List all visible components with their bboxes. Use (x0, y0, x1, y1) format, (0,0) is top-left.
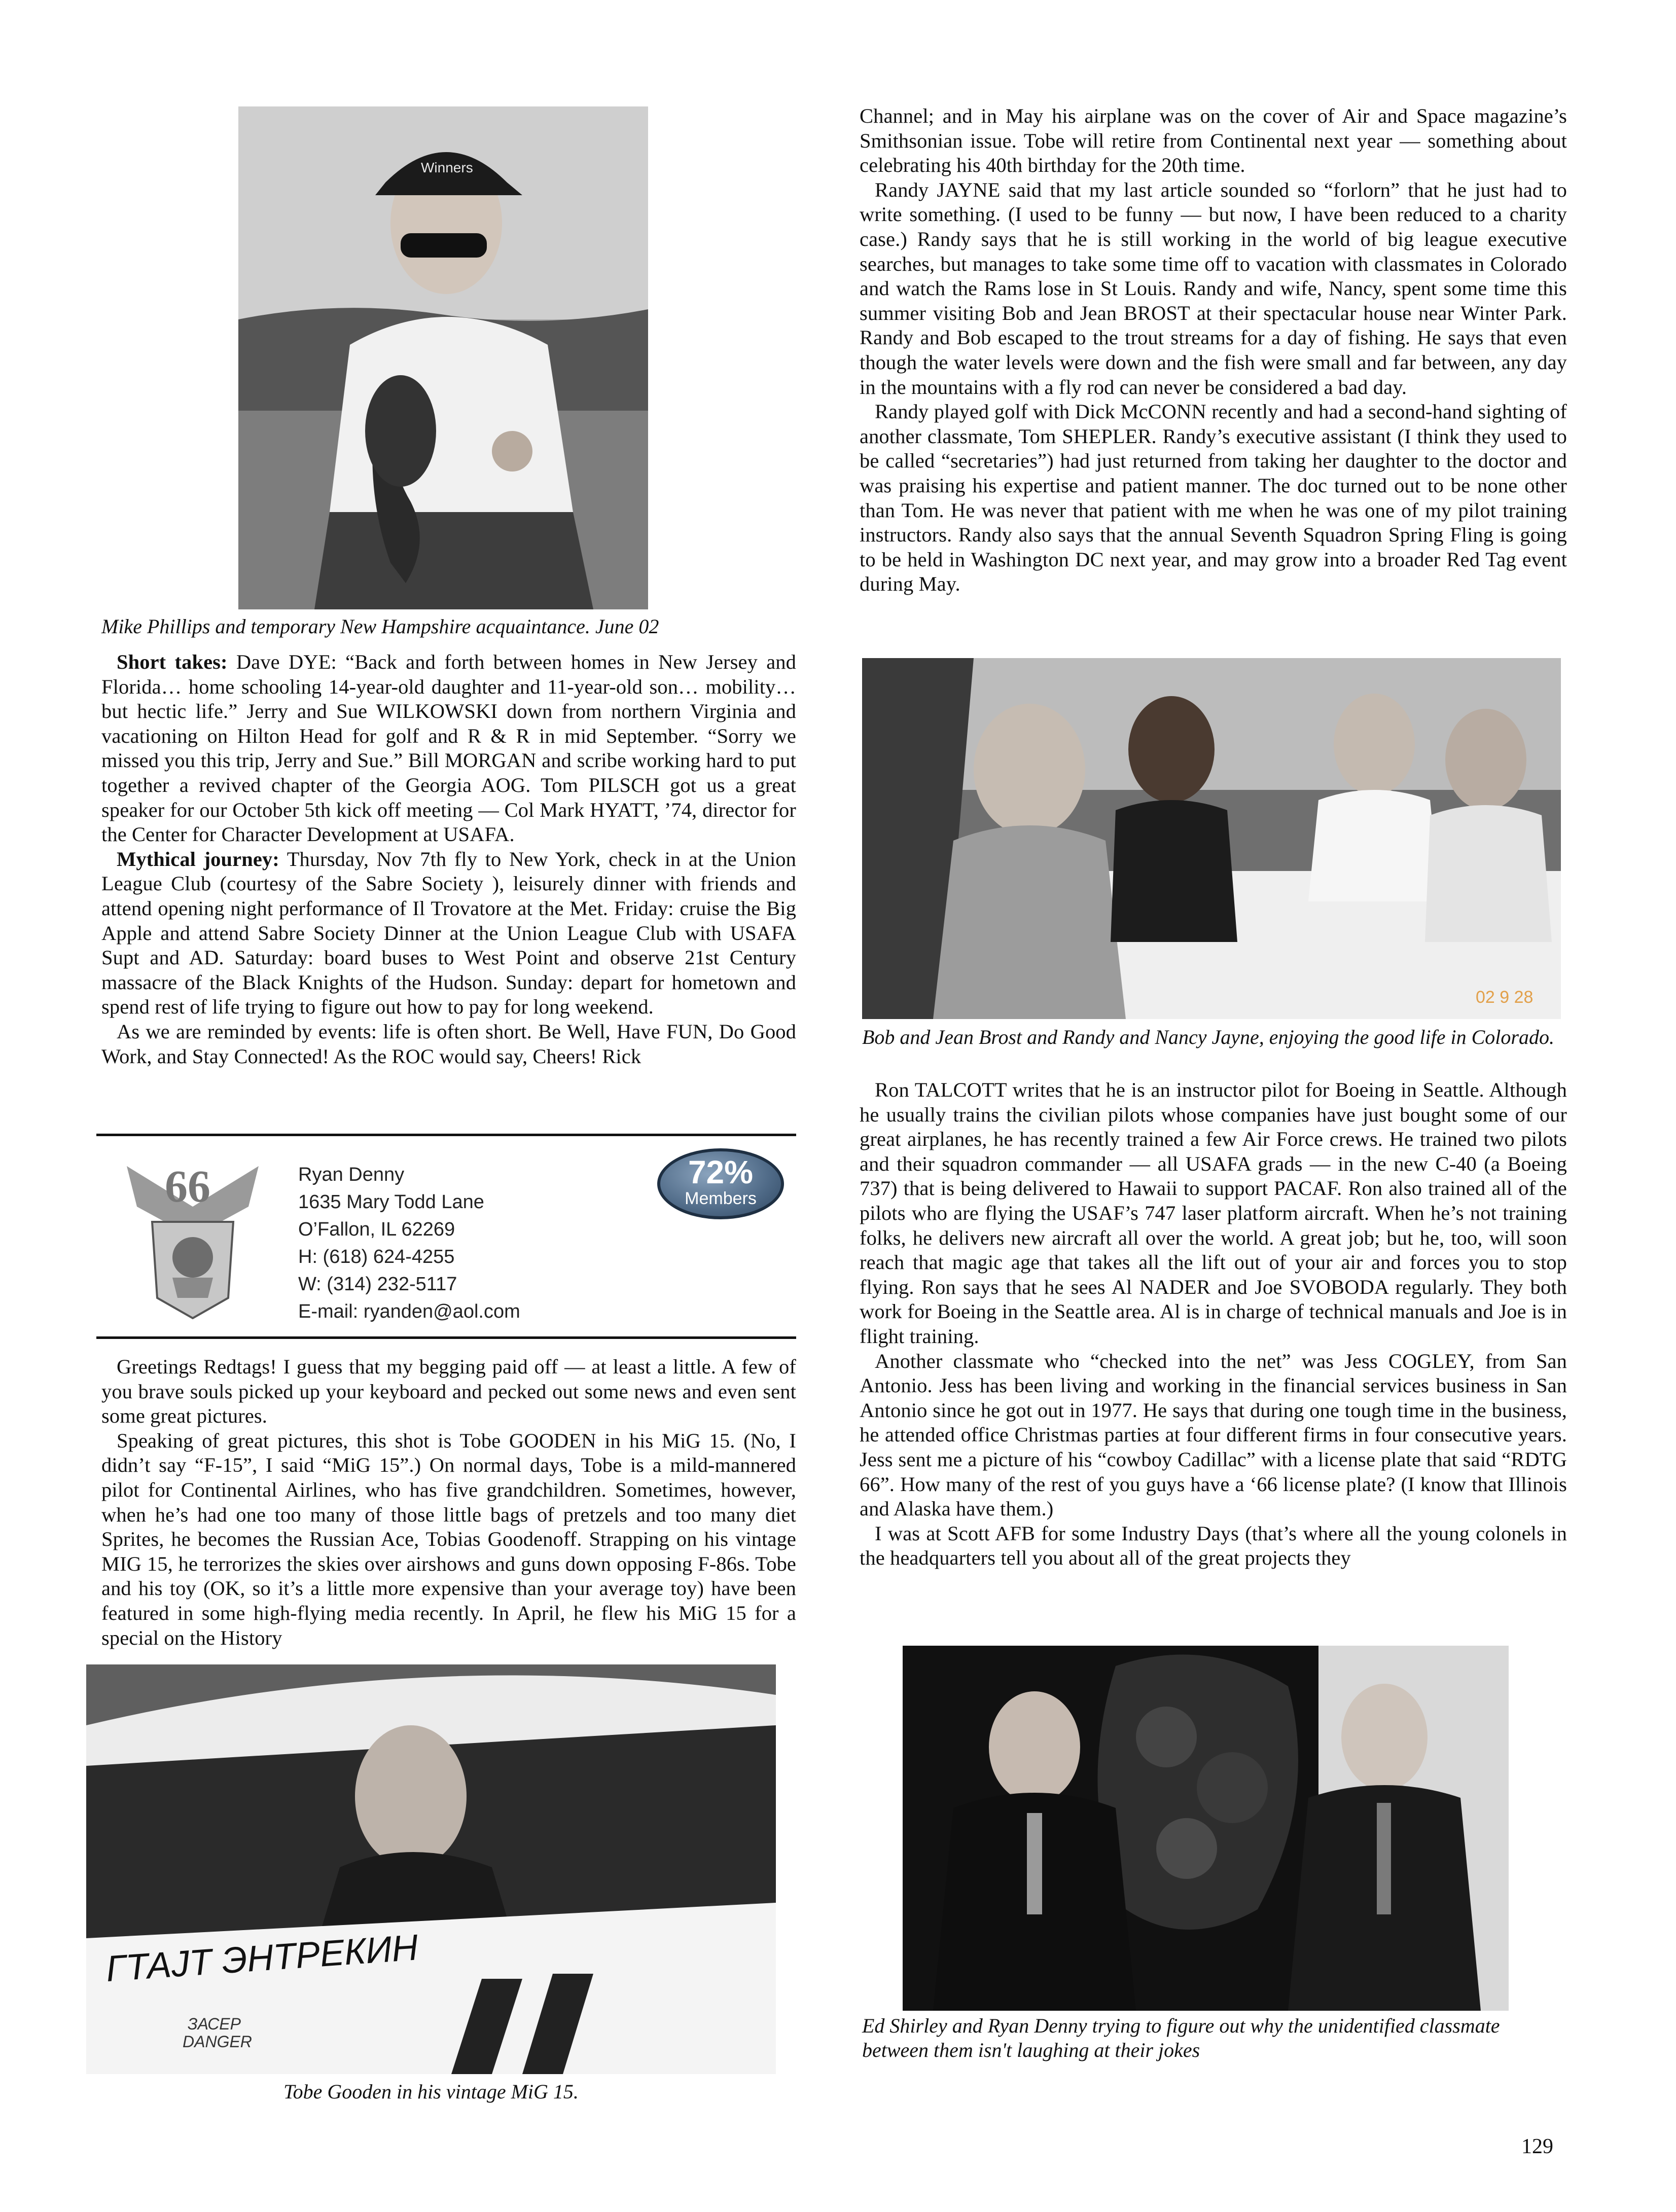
photo-mike-phillips-art (238, 106, 648, 609)
svg-text:ГТАЈТ ЭНТРЕКИН: ГТАЈТ ЭНТРЕКИН (104, 1927, 420, 1990)
svg-text:DANGER: DANGER (183, 2033, 252, 2051)
lead-mythical-journey: Mythical journey: (117, 847, 279, 871)
text-mythical-journey: Thursday, Nov 7th fly to New York, check in at the Union League Club (courtesy of the Sabre Society ), leisurely dinner with friends and attend opening night performance of Il Trovatore at the Met. Friday: cruise the Big Apple and attend Sabre Society Dinner at the Union League Club with USAFA Supt and AD. Saturday: board buses to West Point and observe 21st Century massacre of the Black Knights of the Hudson. Sunday: depart for hometown and spend rest of life trying to figure out how to pay for long weekend. (101, 847, 797, 1019)
text-greetings: Greetings Redtags! I guess that my begging paid off — at least a little. A few of you brave souls picked up your keyboard and pecked out some news and even sent some great pictures. (101, 1355, 796, 1428)
photo-brost-jayne (862, 658, 1561, 1019)
photo-shirley-denny (903, 1646, 1509, 2011)
text-closing: As we are reminded by events: life is often short. Be Well, Have FUN, Do Good Work, and Stay Connected! As the ROC would say, Cheers! Rick (101, 1020, 796, 1068)
text-channel: Channel; and in May his airplane was on the cover of Air and Space magazine’s Smithsonian issue. Tobe will retire from Continental next year — something about celebrating his 40th birthday for the 20th time. (860, 104, 1567, 177)
caption-mike-phillips: Mike Phillips and temporary New Hampshire acquaintance. June 02 (101, 615, 659, 638)
photo-tobe-gooden-art (86, 1664, 776, 2074)
paragraph-jess-cogley (860, 1349, 1567, 1521)
photo-brost-jayne-art (862, 658, 1561, 1019)
paragraph-randy-golf (860, 400, 1567, 597)
text-randy-golf: Randy played golf with Dick McCONN recently and had a second-hand sighting of another classmate, Tom SHEPLER. Randy’s executive assistant (I think they used to be called “secretaries”) had just returned from taking her daughter to the doctor and was praising his expertise and patient manner. The doc turned out to be none other than Tom. He was never that patient with me when he was one of my pilot training instructors. Randy also says that the annual Seventh Squadron Spring Fling is going to be held in Washington DC next year, and may grow into a broader Red Tag event during May. (860, 400, 1567, 596)
text-scott-afb: I was at Scott AFB for some Industry Days (that’s where all the young colonels in the headquarters tell you about all of the great projects they (860, 1521, 1567, 1570)
svg-text:66: 66 (165, 1162, 210, 1212)
lead-short-takes: Short takes: (117, 650, 228, 673)
right-column-text-mid (860, 1078, 1567, 1571)
text-short-takes: Dave DYE: “Back and forth between homes in New Jersey and Florida… home schooling 14-year-old daughter and 11-year-old son… mobility… but hectic life.” Jerry and Sue WILKOWSKI down from northern Virginia and vacationing on Hilton Head for golf and R & R in mid September. “Sorry we missed you this trip, Jerry and Sue.” Bill MORGAN and scribe working hard to put together a revived chapter of the Georgia AOG. Tom PILSCH got us a great speaker for our October 5th kick off meeting — Col Mark HYATT, ’74, director for the Center for Character Development at USAFA. (101, 650, 796, 846)
contact-name: Ryan Denny (298, 1164, 405, 1185)
text-randy-jayne: Randy JAYNE said that my last article sounded so “forlorn” that he just had to write something. (I used to be funny — but now, I have been reduced to a charity case.) Randy says that he is still working in the world of big league executive searches, but manages to take some time off to vacation with classmates in Colorado and watch the Rams lose in St Louis. Randy and wife, Nancy, spent some time this summer visiting Bob and Jean BROST at their spectacular house near Winter Park. Randy and Bob escaped to the trout streams for a day of fishing. He says that even though the water levels were down and the fish were small and far between, any day in the mountains with a fly rod can never be considered a bad day. (860, 178, 1567, 398)
svg-text:ЗАСЕР: ЗАСЕР (188, 2015, 241, 2033)
contact-home-phone: H: (618) 624-4255 (298, 1246, 455, 1267)
paragraph-short-takes (101, 650, 796, 847)
text-tobe-gooden: Speaking of great pictures, this shot is Tobe GOODEN in his MiG 15. (No, I didn’t say “F-15”, I said “MiG 15”.) On normal days, Tobe is a mild-mannered pilot for Continental Airlines, who has five grandchildren. Sometimes, however, when he’s had one too many of those little bags of pretzels and too many diet Sprites, he becomes the Russian Ace, Tobias Goodenoff. Strapping on his vintage MIG 15, he terrorizes the skies over airshows and guns down opposing F-86s. Tobe and his toy (OK, so it’s a little more expensive than your average toy) have been featured in some high-flying media recently. In April, he flew his MiG 15 for a special on the History (101, 1429, 796, 1649)
caption-shirley-denny: Ed Shirley and Ryan Denny trying to figure out why the unidentified classmate between them isn't laughing at their jokes (862, 2014, 1500, 2061)
paragraph-greetings (101, 1355, 796, 1429)
svg-text:02 9 28: 02 9 28 (1476, 988, 1534, 1007)
contact-work-phone: W: (314) 232-5117 (298, 1274, 457, 1295)
contact-email[interactable]: E-mail: ryanden@aol.com (298, 1301, 520, 1322)
left-column-text-bottom (101, 1355, 796, 1650)
paragraph-channel (860, 104, 1567, 178)
photo-mike-phillips (238, 106, 648, 609)
paragraph-ron-talcott (860, 1078, 1567, 1349)
divider-bottom (96, 1336, 796, 1339)
caption-tobe-gooden: Tobe Gooden in his vintage MiG 15. (283, 2080, 579, 2103)
members-label: Members (685, 1189, 757, 1208)
contact-street: 1635 Mary Todd Lane (298, 1191, 484, 1213)
paragraph-randy-jayne (860, 178, 1567, 400)
paragraph-scott-afb (860, 1521, 1567, 1571)
svg-text:Winners: Winners (421, 160, 473, 175)
left-column-text-top (101, 650, 796, 1069)
members-badge (657, 1148, 784, 1219)
class-crest (106, 1146, 279, 1326)
paragraph-tobe-gooden (101, 1429, 796, 1650)
class-crest-art (106, 1146, 279, 1326)
contact-block (298, 1161, 520, 1325)
caption-brost-jayne: Bob and Jean Brost and Randy and Nancy Jayne, enjoying the good life in Colorado. (862, 1026, 1554, 1048)
right-column-text-top (860, 104, 1567, 597)
paragraph-mythical-journey (101, 847, 796, 1020)
photo-tobe-gooden (86, 1664, 776, 2074)
contact-city: O’Fallon, IL 62269 (298, 1219, 455, 1240)
paragraph-closing (101, 1020, 796, 1069)
divider-top (96, 1134, 796, 1136)
text-ron-talcott: Ron TALCOTT writes that he is an instructor pilot for Boeing in Seattle. Although he usually trains the civilian pilots whose companies have just bought some of our great airplanes, he has recently trained a few Air Force crews. He trained two pilots and their squadron commander — all USAFA grads — in the new C-40 (a Boeing 737) that is being delivered to Hawaii to support PACAF. Ron also trained all of the pilots who are flying the USAF’s 747 laser platform aircraft. When he’s not training folks, he delivers new aircraft all over the world. A great job; but he, too, will soon reach that magic age that takes all the lift out of your air and forces you to stop flying. Ron says that he sees Al NADER and Joe SVOBODA regularly. They both work for Boeing in the Seattle area. Al is in charge of technical manuals and Joe is in flight training. (860, 1078, 1567, 1348)
members-percent: 72% (688, 1154, 754, 1190)
page-number: 129 (1521, 2135, 1553, 2158)
text-jess-cogley: Another classmate who “checked into the net” was Jess COGLEY, from San Antonio. Jess has been living and working in the financial services business in San Antonio since he got out in 1977. He says that during one tough time in the business, he attended office Christmas parties at four different firms in four consecutive years. Jess sent me a picture of his “cowboy Cadillac” with a license plate that said “RDTG 66”. How many of the rest of you guys have a ‘66 license plate? (I know that Illinois and Alaska have them.) (860, 1349, 1567, 1520)
photo-shirley-denny-art (903, 1646, 1509, 2011)
